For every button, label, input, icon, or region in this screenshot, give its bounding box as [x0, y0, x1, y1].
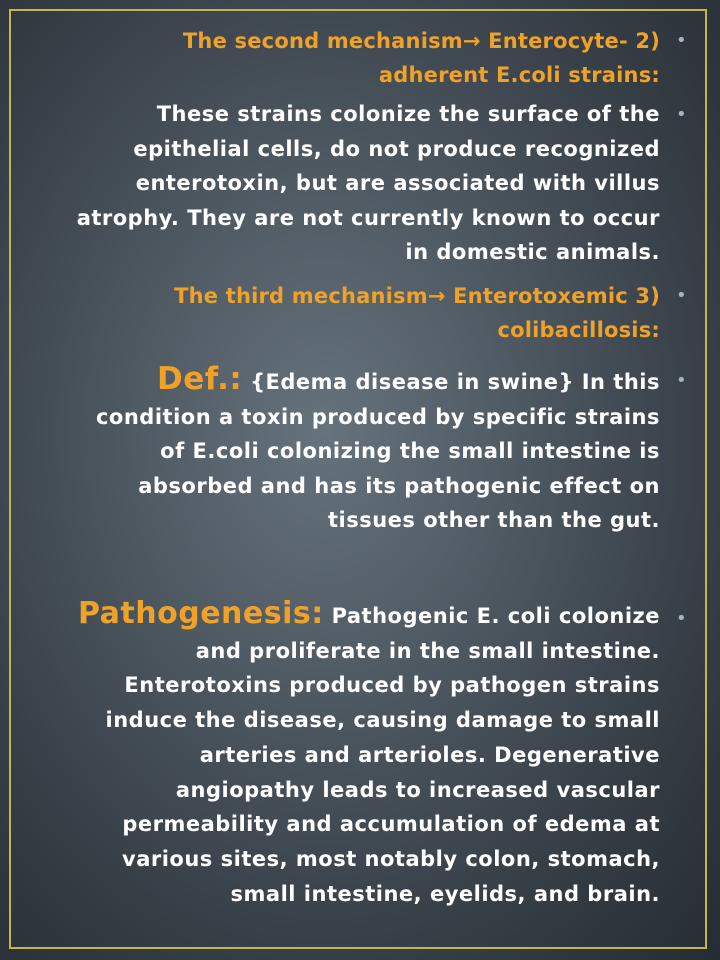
text-line: The second mechanism→ Enterocyte- 2): [182, 29, 660, 53]
text-line: atrophy. They are not currently known to occur: [76, 205, 660, 230]
text-line: [0, 597, 660, 634]
pathogenesis-label: Pathogenesis:: [77, 596, 324, 631]
text-line: arteries and arterioles. Degenerative: [199, 742, 660, 767]
strains-description: [20, 97, 660, 270]
third-mechanism-heading: [174, 279, 660, 347]
bullet-4: •: [676, 370, 687, 391]
text-line: in domestic animals.: [405, 240, 660, 264]
text-line: adherent E.coli strains:: [378, 63, 660, 87]
text-line: and proliferate in the small intestine.: [195, 638, 660, 663]
text-line: Enterotoxins produced by pathogen strains: [124, 673, 660, 698]
text-line: permeability and accumulation of edema at: [122, 812, 660, 837]
text-line: [20, 362, 660, 400]
text-line: colibacillosis:: [497, 318, 660, 342]
bullet-5: •: [676, 608, 687, 629]
text-line: small intestine, eyelids, and brain.: [230, 881, 660, 906]
bullet-3: •: [676, 285, 687, 306]
text-line: tissues other than the gut.: [327, 508, 660, 532]
second-mechanism-heading: [183, 24, 660, 92]
text-fragment: {Edema disease in swine} In this: [250, 370, 660, 394]
definition-label: Def.:: [157, 361, 243, 397]
pathogenesis-paragraph: [0, 597, 660, 911]
bullet-1: •: [676, 30, 687, 51]
bullet-2: •: [676, 104, 687, 125]
text-line: condition a toxin produced by specific strains: [95, 404, 660, 429]
text-line: of E.coli colonizing the small intestine is: [160, 439, 660, 463]
text-line: absorbed and has its pathogenic effect on: [138, 473, 660, 498]
text-fragment: Pathogenic E. coli colonize: [331, 604, 660, 628]
text-line: induce the disease, causing damage to small: [105, 708, 660, 733]
text-line: angiopathy leads to increased vascular: [175, 777, 660, 802]
text-line: various sites, most notably colon, stomach,: [122, 846, 660, 871]
definition-paragraph: [20, 362, 660, 538]
text-line: epithelial cells, do not produce recognized: [133, 136, 660, 161]
text-line: The third mechanism→ Enterotoxemic 3): [174, 284, 660, 308]
text-line: enterotoxin, but are associated with villus: [135, 171, 660, 195]
text-line: These strains colonize the surface of the: [156, 102, 660, 126]
